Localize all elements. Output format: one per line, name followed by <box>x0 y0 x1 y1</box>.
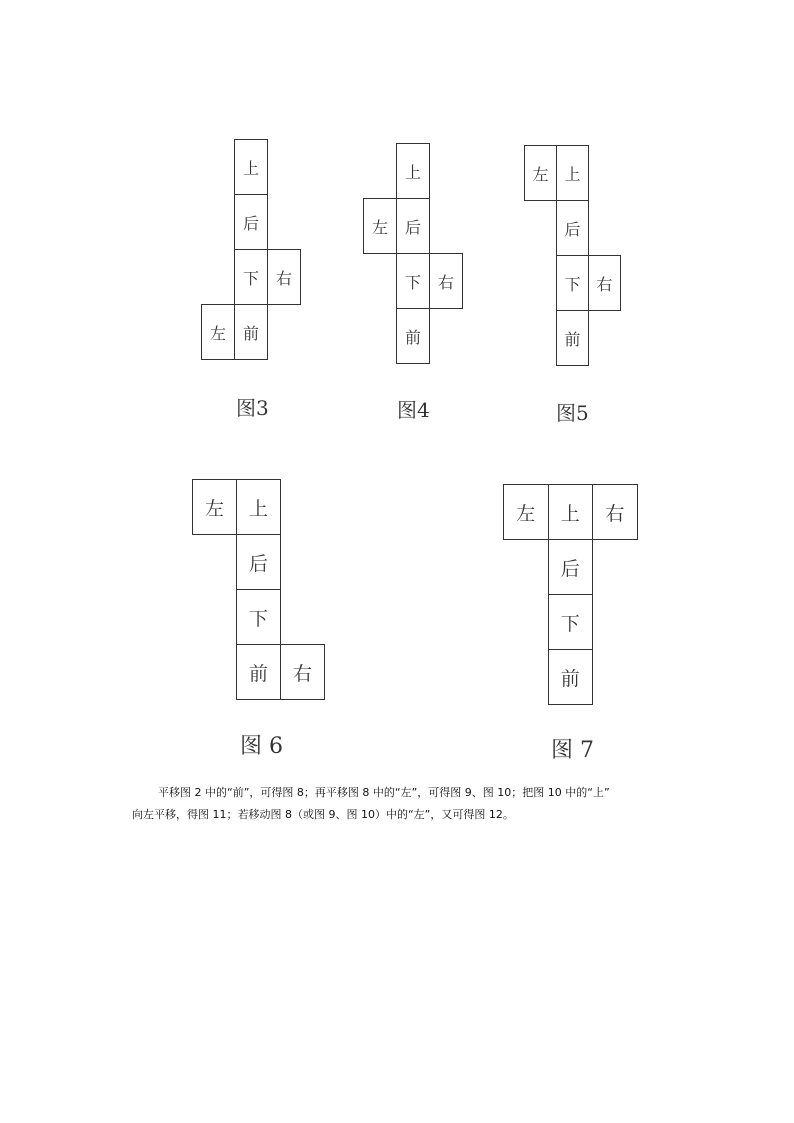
fig5-cell: 上 <box>556 145 589 201</box>
fig6-caption: 图 6 <box>240 734 283 759</box>
fig4-cell: 左 <box>363 198 397 254</box>
fig5-cell: 下 <box>556 255 589 311</box>
fig7-caption: 图 7 <box>551 738 594 763</box>
fig3-cell: 上 <box>234 139 268 195</box>
fig3-cell: 右 <box>267 249 301 305</box>
fig4-cell: 下 <box>396 253 430 309</box>
body-paragraph <box>132 782 672 826</box>
fig6-cell: 右 <box>280 644 325 700</box>
fig7-cell: 后 <box>548 539 594 595</box>
fig5-cell: 左 <box>524 145 557 201</box>
fig6-cell: 后 <box>236 534 281 590</box>
fig5-cell: 后 <box>556 200 589 256</box>
fig3-cell: 左 <box>201 304 235 360</box>
paragraph-line-2: 向左平移，得图 11；若移动图 8（或图 9、图 10）中的“左”，又可得图 12。 <box>132 808 514 821</box>
fig7-cell: 下 <box>548 594 594 650</box>
fig6-cell: 前 <box>236 644 281 700</box>
fig5-cell: 前 <box>556 310 589 366</box>
fig4-cell: 上 <box>396 143 430 199</box>
fig7-cell: 前 <box>548 649 594 705</box>
fig6-cell: 上 <box>236 479 281 535</box>
fig3-cell: 后 <box>234 194 268 250</box>
fig3-caption: 图3 <box>236 396 269 420</box>
fig4-cell: 前 <box>396 308 430 364</box>
fig4-caption: 图4 <box>397 398 430 422</box>
fig5-cell: 右 <box>588 255 621 311</box>
fig6-cell: 左 <box>192 479 237 535</box>
fig7-cell: 右 <box>592 484 638 540</box>
fig3-cell: 下 <box>234 249 268 305</box>
fig4-cell: 后 <box>396 198 430 254</box>
fig3-cell: 前 <box>234 304 268 360</box>
fig7-cell: 上 <box>548 484 594 540</box>
paragraph-line-1: 平移图 2 中的“前”，可得图 8；再平移图 8 中的“左”，可得图 9、图 10；把图 10 中的“上” <box>158 786 610 799</box>
fig6-cell: 下 <box>236 589 281 645</box>
fig7-cell: 左 <box>503 484 549 540</box>
fig4-cell: 右 <box>429 253 463 309</box>
fig5-caption: 图5 <box>556 401 589 425</box>
